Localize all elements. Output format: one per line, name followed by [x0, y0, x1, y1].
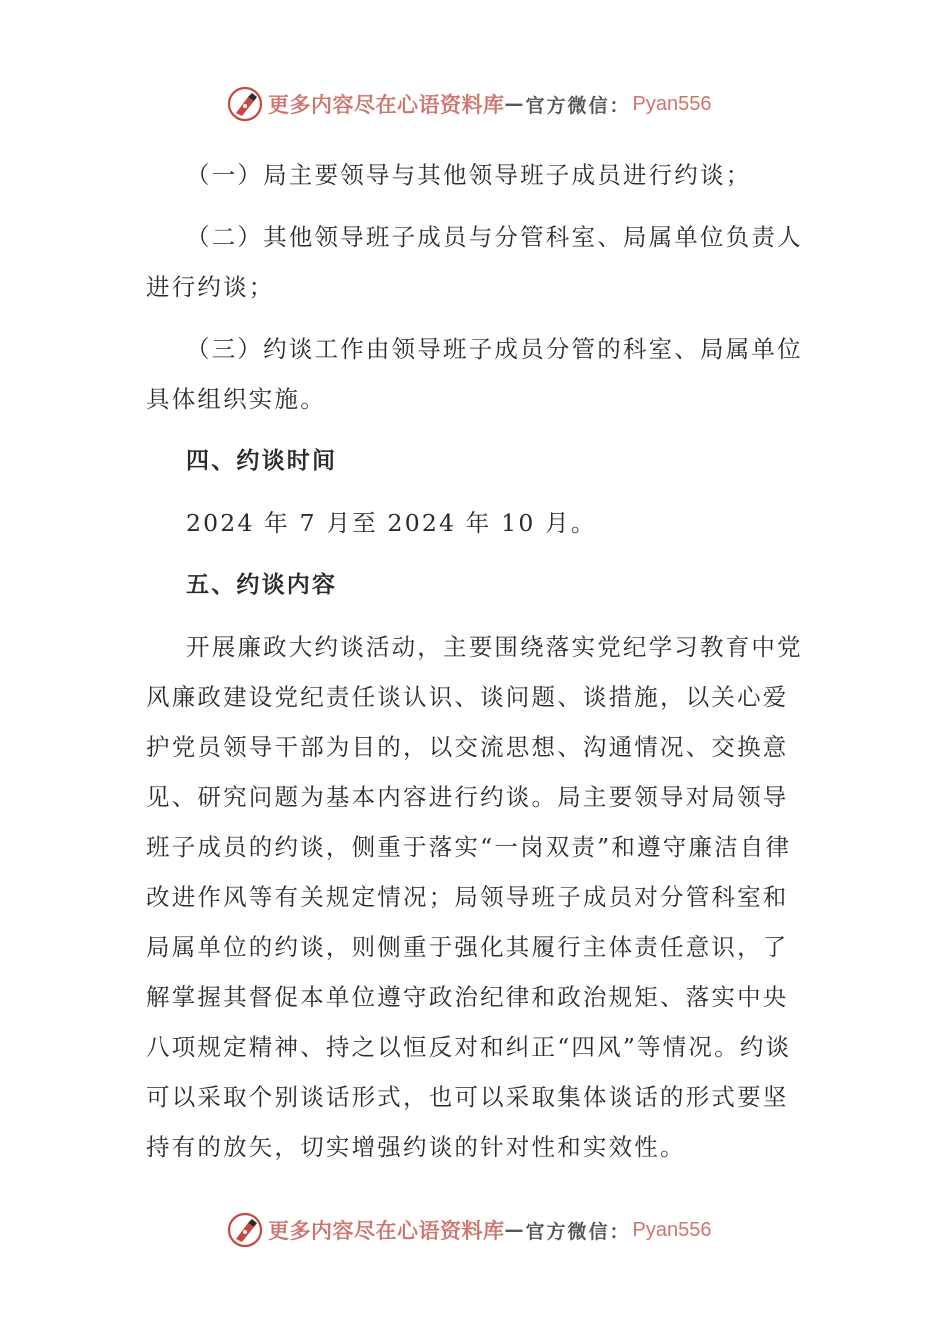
- watermark-contact-id: Pyan556: [632, 1218, 712, 1241]
- pen-nib-logo-icon: [226, 1211, 264, 1249]
- list-item-2: （二）其他领导班子成员与分管科室、局属单位负责人进行约谈；: [146, 223, 803, 301]
- watermark-contact-id: Pyan556: [632, 92, 712, 115]
- watermark-contact-label: 官方微信：: [525, 94, 631, 117]
- watermark-dash: —: [504, 1219, 526, 1241]
- header-watermark: [226, 84, 711, 124]
- watermark-contact-label: 官方微信：: [525, 1220, 631, 1243]
- watermark-brand: 更多内容尽在心语资料库: [268, 92, 505, 117]
- section-5-heading: 五、约谈内容: [186, 572, 338, 598]
- list-item-3: （三）约谈工作由领导班子成员分管的科室、局属单位具体组织实施。: [146, 335, 803, 413]
- pen-nib-logo-icon: [226, 85, 264, 123]
- section-5-text: 开展廉政大约谈活动，主要围绕落实党纪学习教育中党风廉政建设党纪责任谈认识、谈问题、谈措施，以关心爱护党员领导干部为目的，以交流思想、沟通情况、交换意见、研究问题为基本内容进行约谈。局主要领导对局领导班子成员的约谈，侧重于落实“一岗双责”和遵守廉洁自律改进作风等有关规定情况；局领导班子成员对分管科室和局属单位的约谈，则侧重于强化其履行主体责任意识，了解掌握其督促本单位遵守政治纪律和政治规矩、落实中央八项规定精神、持之以恒反对和纠正“四风”等情况。约谈可以采取个别谈话形式，也可以采取集体谈话的形式要坚持有的放矢，切实增强约谈的针对性和实效性。: [146, 633, 803, 1161]
- watermark-brand: 更多内容尽在心语资料库: [268, 1218, 505, 1243]
- section-4-text: 2024 年 7 月至 2024 年 10 月。: [186, 509, 597, 537]
- section-4-heading: 四、约谈时间: [186, 448, 338, 474]
- document-body: [146, 150, 810, 1172]
- footer-watermark: [226, 1210, 711, 1250]
- watermark-dash: —: [504, 93, 526, 115]
- list-item-1: （一）局主要领导与其他领导班子成员进行约谈；: [186, 161, 752, 189]
